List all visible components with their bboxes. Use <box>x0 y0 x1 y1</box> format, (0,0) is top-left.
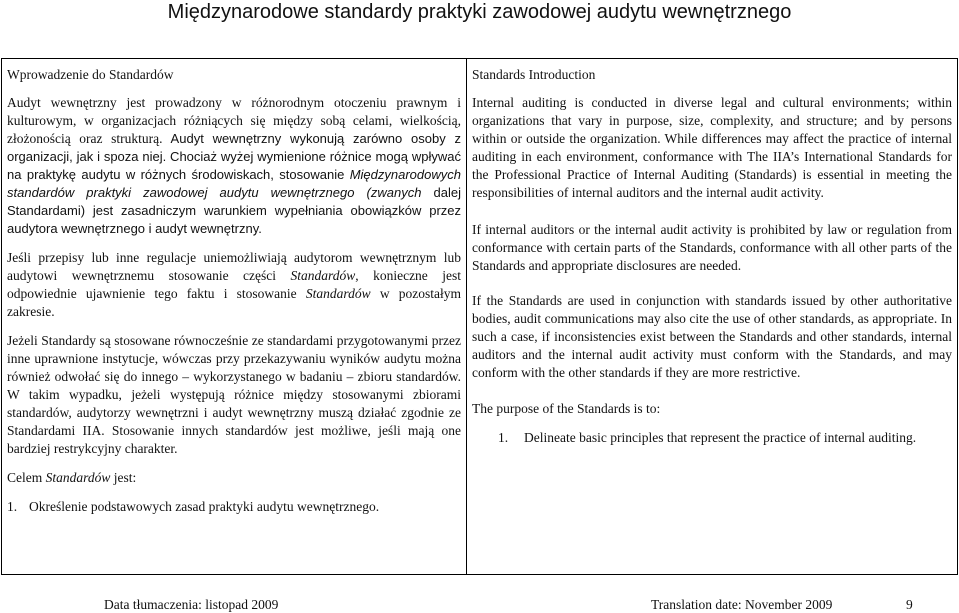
polish-p2-part-e: w pozostałym zakresie. <box>7 286 462 319</box>
polish-p1-part-a: Audyt wewnętrzny jest prowadzony w różnorodnym otoczeniu prawnym i kulturowym, w organizacjach różniących się między sobą celami, wielkością, złożonością oraz strukturą. <box>7 95 461 146</box>
column-divider <box>466 59 467 574</box>
polish-heading: Wprowadzenie do Standardów <box>7 67 174 82</box>
list-item <box>7 498 461 516</box>
list-number: 1. <box>7 499 18 514</box>
page-title: Międzynarodowe standardy praktyki zawodowej audytu wewnętrznego <box>167 1 792 23</box>
english-paragraph-3: If the Standards are used in conjunction with standards issued by other authoritative bodies, audit communications may also cite the use of other standards, as appropriate. In such a case, if inconsistencies exist between the Standards and other standards, internal auditors and the internal audit activity must conform with the Standards, and may conform with the other standards if they are more restrictive. <box>472 293 952 380</box>
polish-p4-part-a: Celem <box>7 470 46 485</box>
polish-p1-part-c: Międzynarodowych standardów praktyki zawodowej audytu wewnętrznego (zwanych <box>7 167 461 200</box>
polish-paragraph-2 <box>7 249 461 321</box>
english-heading: Standards Introduction <box>472 67 596 82</box>
polish-p2-part-b: Standardów <box>290 268 356 283</box>
english-paragraph-2: If internal auditors or the internal audit activity is prohibited by law or regulation from conformance with certain parts of the Standards, conformance with all other parts of the Standards and appropriate disclosures are needed. <box>472 222 952 273</box>
polish-p1-part-d: dalej Standardami) jest zasadniczym warunkiem wypełniania obowiązków przez audytora wewnętrznego i audyt wewnętrzny. <box>7 185 462 236</box>
polish-paragraph-1 <box>7 94 461 238</box>
list-text: Delineate basic principles that represent the practice of internal auditing. <box>524 430 917 445</box>
polish-paragraph-3: Jeżeli Standardy są stosowane równocześnie ze standardami przygotowanymi przez inne uprawnione instytucje, wówczas przy przekazywaniu wyników audytu można również odwołać się do innego – wykorzystanego w badaniu – zbioru standardów. W takim wypadku, jeżeli występują różnice między stosowanymi zbiorami standardów, audytorzy wewnętrzni i audyt wewnętrzny muszą działać zgodnie ze Standardami IIA. Stosowanie innych standardów jest możliwe, jeśli mają one bardziej restrykcyjny charakter. <box>7 333 461 456</box>
footer-translation-date-pl: Data tłumaczenia: listopad 2009 <box>104 597 279 612</box>
footer-translation-date-en: Translation date: November 2009 <box>651 597 833 612</box>
polish-p4-part-b: Standardów <box>45 470 111 485</box>
polish-column <box>7 66 461 516</box>
english-column <box>472 66 952 447</box>
polish-p2-part-d: Standardów <box>305 286 371 301</box>
english-paragraph-1: Internal auditing is conducted in diverse legal and cultural environments; within organizations that vary in purpose, size, complexity, and structure; and by persons within or outside the organization. While differences may affect the practice of internal auditing in each environment, conformance with The IIA’s International Standards for the Professional Practice of Internal Auditing (Standards) is essential in meeting the responsibilities of internal auditors and the internal audit activity. <box>472 95 952 200</box>
polish-p2-part-a: Jeśli przepisy lub inne regulacje uniemożliwiają audytorom wewnętrznym lub audytowi wewnętrznemu stosowanie części <box>7 250 461 283</box>
page-number: 9 <box>906 597 913 612</box>
polish-p4-part-c: jest: <box>110 470 137 485</box>
polish-p2-part-c: , konieczne jest odpowiednie ujawnienie tego faktu i stosowanie <box>7 268 461 301</box>
polish-paragraph-4 <box>7 469 461 487</box>
list-number: 1. <box>498 430 509 445</box>
bilingual-table <box>1 58 958 575</box>
polish-p1-part-b: Audyt wewnętrzny wykonują zarówno osoby z organizacji, jak i spoza niej. Chociaż wyżej wymienione różnice mogą wpływać na praktykę audytu w różnych środowiskach, stosowanie <box>7 131 461 182</box>
english-paragraph-4: The purpose of the Standards is to: <box>472 401 661 416</box>
list-item <box>472 429 952 447</box>
list-text: Określenie podstawowych zasad praktyki audytu wewnętrznego. <box>29 499 380 514</box>
